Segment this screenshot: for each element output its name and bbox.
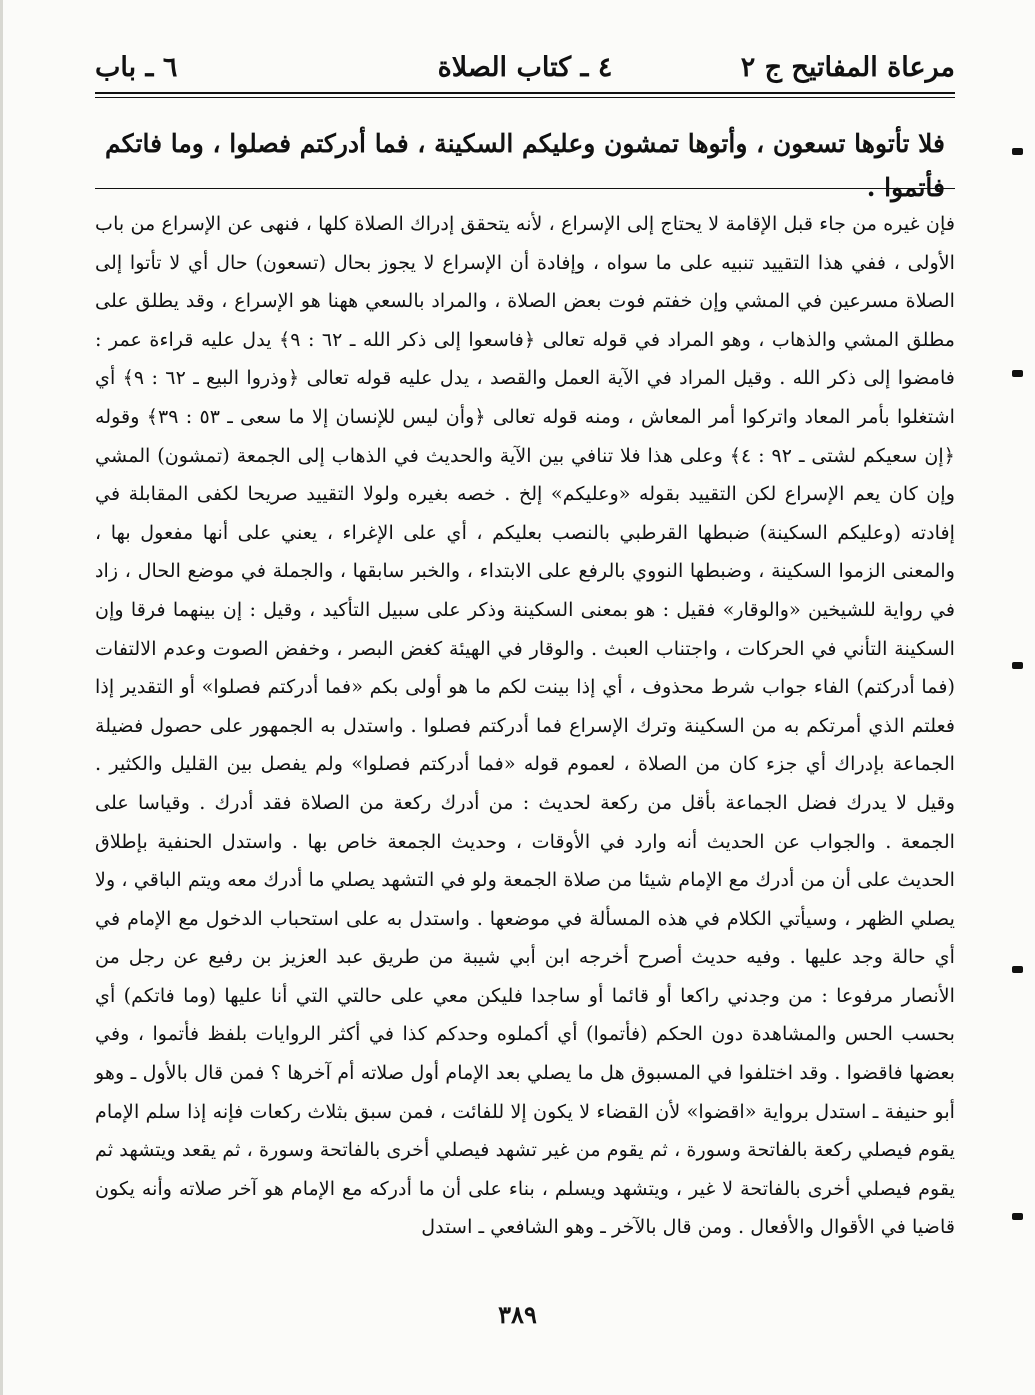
- commentary-body: [95, 205, 955, 1247]
- header-section: ٦ ـ باب: [95, 52, 178, 83]
- margin-mark: [1012, 966, 1023, 973]
- margin-mark: [1012, 1213, 1023, 1220]
- hadith-text: فلا تأتوها تسعون ، وأتوها تمشون وعليكم السكينة ، فما أدركتم فصلوا ، وما فاتكم فأتموا .: [105, 129, 945, 202]
- margin-mark: [1012, 148, 1023, 155]
- separator-rule: [95, 188, 955, 189]
- commentary-paragraph: فإن غيره من جاء قبل الإقامة لا يحتاج إلى الإسراع ، لأنه يتحقق إدراك الصلاة كلها ، فنهى عن الإسراع من باب الأولى ، ففي هذا التقييد تنبيه على ما سواه ، وإفادة أن الإسراع لا يجوز بحال (تسعون) حال أي لا تأتوا إلى الصلاة مسرعين في المشي وإن خفتم فوت بعض الصلاة ، والمراد بالسعي ههنا هو الإسراع ، وقد يطلق على مطلق المشي والذهاب ، وهو المراد في قوله تعالى ﴿فاسعوا إلى ذكر الله ـ ٦٢ : ٩﴾ يدل عليه قراءة عمر : فامضوا إلى ذكر الله . وقيل المراد في الآية العمل والقصد ، يدل عليه قوله تعالى ﴿وذروا البيع ـ ٦٢ : ٩﴾ أي اشتغلوا بأمر المعاد واتركوا أمر المعاش ، ومنه قوله تعالى ﴿وأن ليس للإنسان إلا ما سعى ـ ٥٣ : ٣٩﴾ وقوله ﴿إن سعيكم لشتى ـ ٩٢ : ٤﴾ وعلى هذا فلا تنافي بين الآية والحديث في الذهاب إلى الجمعة (تمشون) المشي وإن كان يعم الإسراع لكن التقييد بقوله «وعليكم» إلخ . خصه بغيره ولولا التقييد صريحا لكفى المقابلة في إفادته (وعليكم السكينة) ضبطها القرطبي بالنصب بعليكم ، أي على الإغراء ، يعني على أنها مفعول بها ، والمعنى الزموا السكينة ، وضبطها النووي بالرفع على الابتداء ، والخبر سابقها ، والجملة في موضع الحال ، زاد في رواية للشيخين «والوقار» فقيل : هو بمعنى السكينة وذكر على سبيل التأكيد ، وقيل : إن بينهما فرقا وإن السكينة التأني في الحركات ، واجتناب العبث . والوقار في الهيئة كغض البصر ، وخفض الصوت وعدم الالتفات (فما أدركتم) الفاء جواب شرط محذوف ، أي إذا بينت لكم ما هو أولى بكم «فما أدركتم فصلوا» أو التقدير إذا فعلتم الذي أمرتكم به من السكينة وترك الإسراع فما أدركتم فصلوا . واستدل به الجمهور على حصول فضيلة الجماعة بإدراك أي جزء كان من الصلاة ، لعموم قوله «فما أدركتم فصلوا» ولم يفصل بين القليل والكثير . وقيل لا يدرك فضل الجماعة بأقل من ركعة لحديث : من أدرك ركعة من الصلاة فقد أدرك . وقياسا على الجمعة . والجواب عن الحديث أنه وارد في الأوقات ، وحديث الجمعة خاص بها . واستدل الحنفية بإطلاق الحديث على أن من أدرك مع الإمام شيئا من صلاة الجمعة ولو في التشهد يصلي ما أدرك معه ويتم الباقي ، ولا يصلي الظهر ، وسيأتي الكلام في هذه المسألة في موضعها . واستدل به على استحباب الدخول مع الإمام في أي حالة وجد عليها . وفيه حديث أصرح أخرجه ابن أبي شيبة من طريق عبد العزيز بن رفيع عن رجل من الأنصار مرفوعا : من وجدني راكعا أو قائما أو ساجدا فليكن معي على حالتي التي أنا عليها (وما فاتكم) أي بحسب الحس والمشاهدة دون الحكم (فأتموا) أي أكملوه وحدكم كذا في أكثر الروايات بلفظ فأتموا ، وفي بعضها فاقضوا . وقد اختلفوا في المسبوق هل ما يصلي بعد الإمام أول صلاته أم آخرها ؟ فمن قال بالأول ـ وهو أبو حنيفة ـ استدل برواية «اقضوا» لأن القضاء لا يكون إلا للفائت ، فمن سبق بثلاث ركعات فإنه إذا سلم الإمام يقوم فيصلي ركعة بالفاتحة وسورة ، ثم يقوم من غير تشهد فيصلي أخرى بالفاتحة وسورة ، ثم يقعد ويتشهد ثم يقوم فيصلي أخرى بالفاتحة لا غير ، ويتشهد ويسلم ، بناء على أن ما أدركه مع الإمام هو آخر صلاته وأنه يكون قاضيا في الأقوال والأفعال . ومن قال بالآخر ـ وهو الشافعي ـ استدل: [95, 212, 955, 1239]
- margin-mark: [1012, 662, 1023, 669]
- header-book-title: مرعاة المفاتيح ج ٢: [740, 52, 955, 83]
- running-header: [95, 48, 955, 92]
- page-number: ٣٨٩: [498, 1300, 537, 1329]
- header-rule: [95, 92, 955, 98]
- margin-mark: [1012, 370, 1023, 377]
- header-chapter: ٤ ـ كتاب الصلاة: [437, 52, 613, 83]
- scan-edge: [0, 0, 3, 1395]
